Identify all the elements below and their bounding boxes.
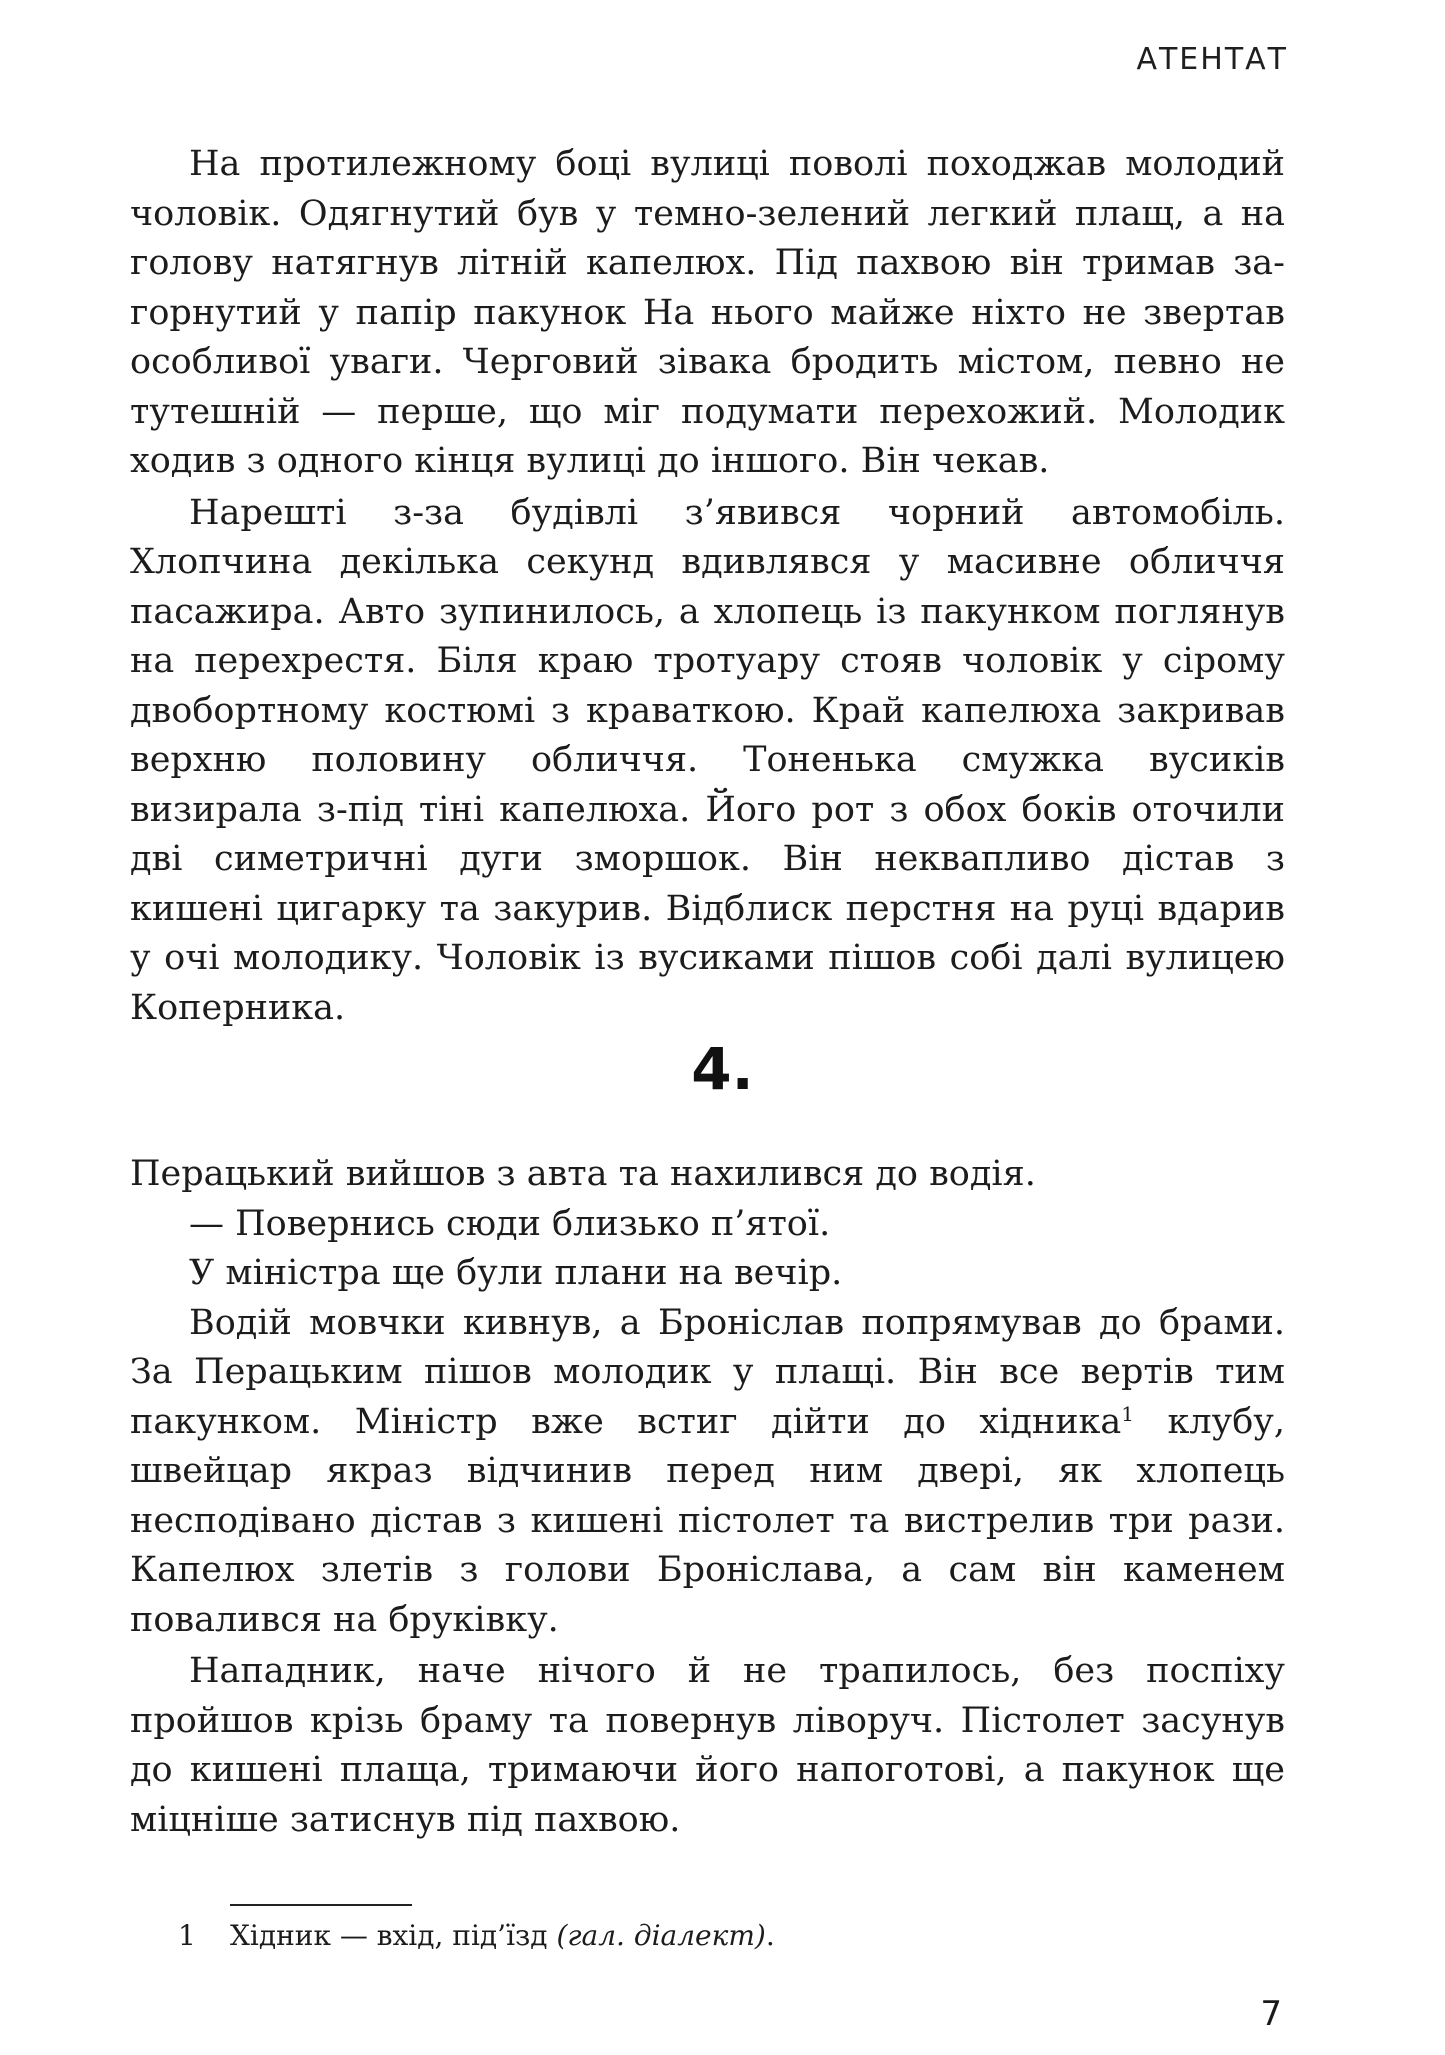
chapter-number: 4. <box>691 1035 754 1103</box>
footnote-end: . <box>765 1919 775 1952</box>
paragraph: На протилежному боці вулиці поволі походжав молодий чоловік. Одягнутий був у темно-зелений легкий плащ, а на голову натягнув літній капелюх. Під пахвою він тримав загорнутий у папір пакунок На нього майже ніхто не звертав особливої уваги. Черговий зівака бродить містом, певно не тутешній — перше, що міг подумати перехожий. Молодик ходив з одного кінця вулиці до іншого. Він чекав. <box>130 144 1285 481</box>
section-1-text <box>130 140 1285 1033</box>
paragraph <box>130 1299 1285 1646</box>
paragraph-text: клубу, швейцар якраз відчинив перед ним двері, як хлопець несподівано дістав з кишені пістолет та вистрелив три рази. Капелюх злетів з голови Броніслава, а сам він каменем повалився на бруківку. <box>130 1401 1285 1640</box>
footnote-reference: 1 <box>1121 1401 1135 1426</box>
paragraph: Нападник, наче нічого й не трапилось, без поспіху пройшов крізь браму та повернув ліворуч. Пістолет засунув до кишені плаща, тримаючи його напоготові, а пакунок ще міцніше затиснув під пахвою. <box>130 1651 1285 1840</box>
paragraph: Нарешті з-за будівлі з’явився чорний автомобіль. Хлопчина декілька секунд вдивлявся у масивне обличчя пасажира. Авто зупинилось, а хлопець із пакунком поглянув на перехрестя. Біля краю тротуару стояв чоловік у сірому двобортному костюмі з краваткою. Край капелюха закривав верхню половину обличчя. Тоненька смужка вусиків визирала з-під тіні капелюха. Його рот з обох боків оточили дві симетричні дуги зморшок. Він неквапливо дістав з кишені цигарку та закурив. Відблиск перстня на руці вдарив у очі молодику. Чоловік із вусиками пішов собі далі вулицею Коперника. <box>130 492 1285 1028</box>
running-head: АТЕНТАТ <box>1136 42 1288 77</box>
footnote <box>178 1917 775 1955</box>
footnote-number: 1 <box>178 1919 196 1952</box>
paragraph: У міністра ще були плани на вечір. <box>189 1253 843 1293</box>
page-number: 7 <box>1260 1994 1282 2034</box>
paragraph: Перацький вийшов з авта та нахилився до водія. <box>130 1154 1036 1194</box>
section-2-text <box>130 1150 1285 1845</box>
footnote-term: Хідник — вхід, під’їзд <box>230 1919 548 1952</box>
paragraph-text: Водій мовчки кивнув, а Броніслав попрямував до брами. За Перацьким пішов молодик у плащі. Він все вертів тим пакунком. Міністр вже встиг дійти до хідника <box>130 1302 1285 1442</box>
footnote-note: (гал. діалект) <box>556 1919 766 1952</box>
footnote-divider <box>230 1904 412 1906</box>
dialogue-line: — Повернись сюди близько п’ятої. <box>189 1203 831 1244</box>
